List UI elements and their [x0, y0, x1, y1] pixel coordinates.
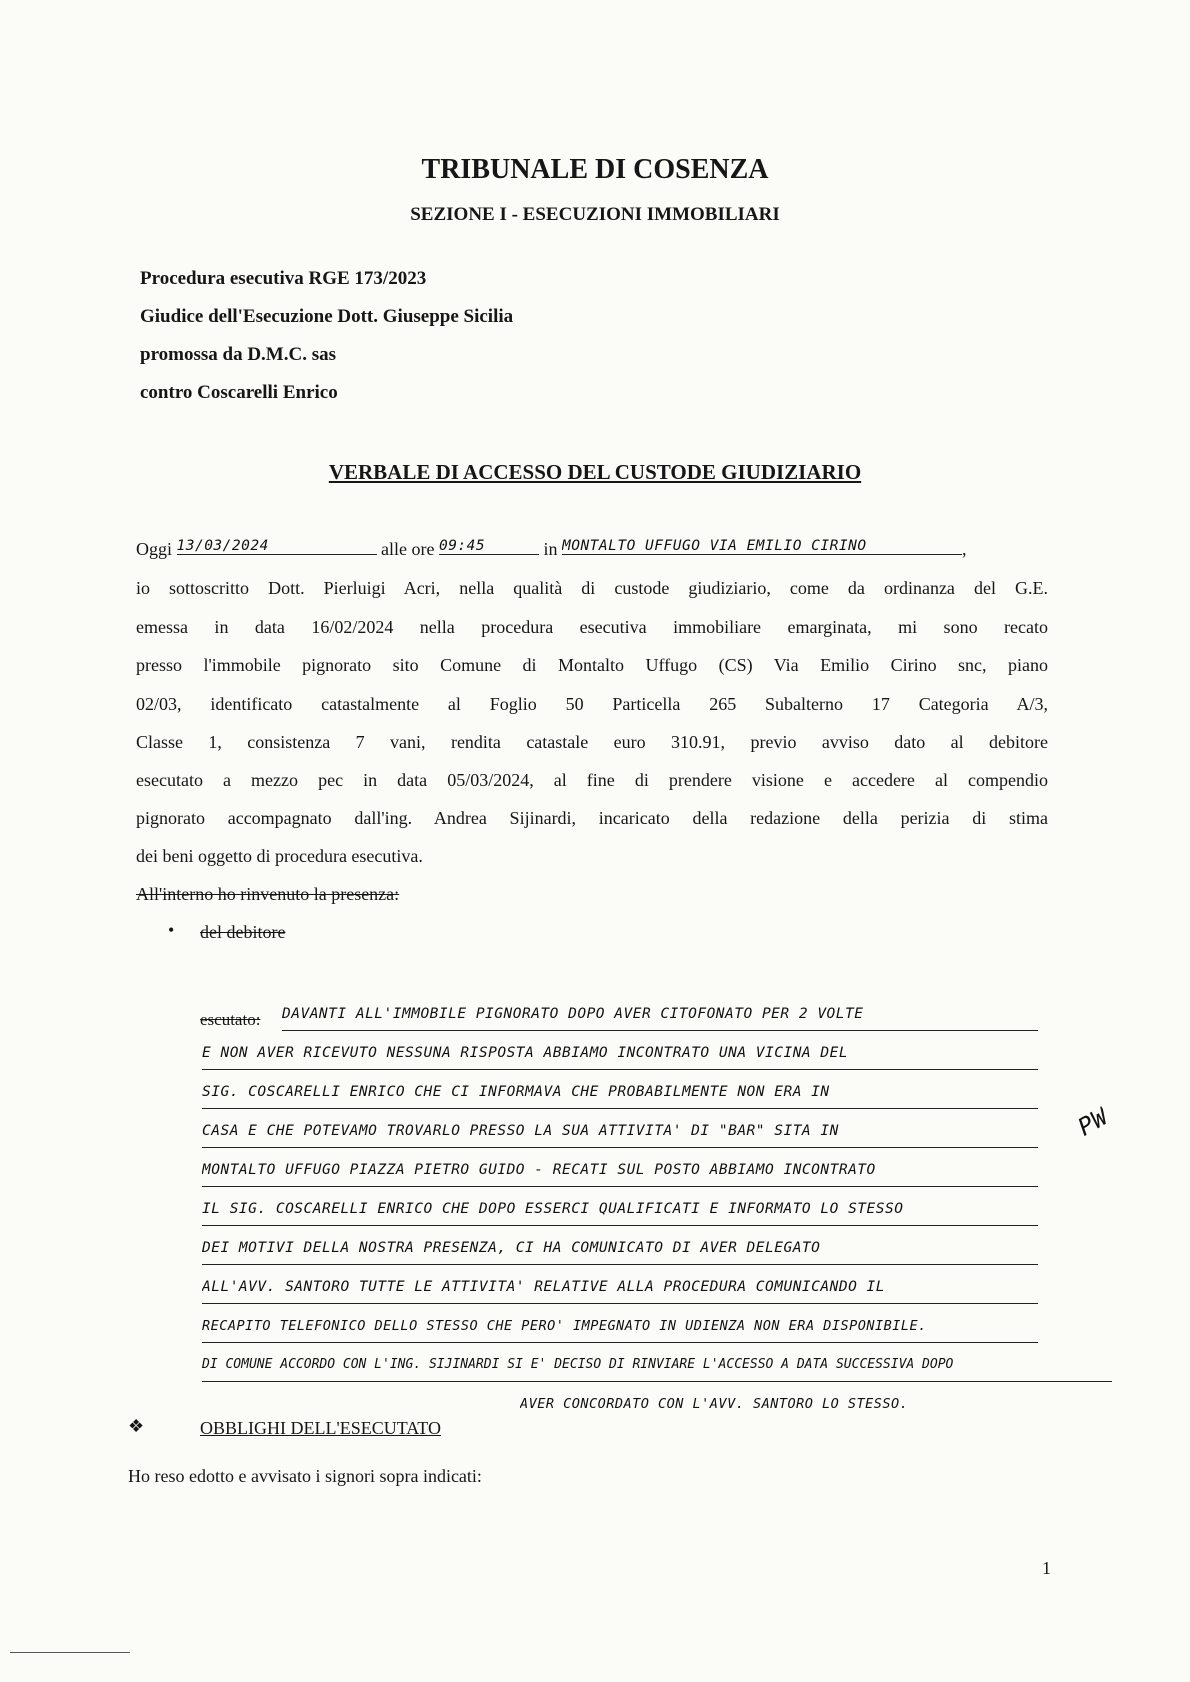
handwritten-line: DEI MOTIVI DELLA NOSTRA PRESENZA, CI HA COMUNICATO DI AVER DELEGATO: [202, 1240, 1038, 1265]
promoter: promossa da D.M.C. sas: [140, 344, 337, 365]
struck-presence-line: All'interno ho rinvenuto la presenza:: [136, 884, 400, 904]
body-line: esecutato a mezzo pec in data 05/03/2024, al fine di prendere visione e accedere al compendio: [136, 770, 1048, 790]
struck-debtor-label: del debitore: [200, 922, 286, 942]
body-line: io sottoscritto Dott. Pierluigi Acri, nella qualità di custode giudiziario, come da ordinanza del G.E.: [136, 578, 1048, 598]
handwritten-line: CASA E CHE POTEVAMO TROVARLO PRESSO LA SUA ATTIVITA' DI "BAR" SITA IN: [202, 1123, 1038, 1148]
handwritten-line: DI COMUNE ACCORDO CON L'ING. SIJINARDI SI E' DECISO DI RINVIARE L'ACCESSO A DATA SUCCESSIVA DOPO: [202, 1357, 1112, 1382]
handwritten-line: MONTALTO UFFUGO PIAZZA PIETRO GUIDO - RECATI SUL POSTO ABBIAMO INCONTRATO: [202, 1162, 1038, 1187]
time-field: 09:45: [439, 538, 539, 555]
handwritten-line: DAVANTI ALL'IMMOBILE PIGNORATO DOPO AVER CITOFONATO PER 2 VOLTE: [282, 1006, 1038, 1031]
body-line: Classe 1, consistenza 7 vani, rendita catastale euro 310.91, previo avviso dato al debitore: [136, 732, 1048, 752]
body-line: pignorato accompagnato dall'ing. Andrea Sijinardi, incaricato della redazione della perizia di stima: [136, 808, 1048, 828]
handwritten-line: RECAPITO TELEFONICO DELLO STESSO CHE PERO' IMPEGNATO IN UDIENZA NON ERA DISPONIBILE.: [202, 1318, 1038, 1343]
place-label: in: [543, 539, 558, 559]
page-number: 1: [1042, 1558, 1051, 1578]
body-line: 02/03, identificato catastalmente al Foglio 50 Particella 265 Subalterno 17 Categoria A/3,: [136, 694, 1048, 714]
intro-line: Oggi 13/03/2024 alle ore 09:45 in MONTALTO UFFUGO VIA EMILIO CIRINO ,: [136, 538, 967, 559]
time-label: alle ore: [381, 539, 435, 559]
obligations-diamond-icon: ❖: [128, 1416, 145, 1436]
date-field: 13/03/2024: [177, 538, 377, 555]
document-title: VERBALE DI ACCESSO DEL CUSTODE GIUDIZIARIO: [328, 460, 862, 484]
bullet-dot: •: [168, 920, 175, 940]
handwritten-line: IL SIG. COSCARELLI ENRICO CHE DOPO ESSERCI QUALIFICATI E INFORMATO LO STESSO: [202, 1201, 1038, 1226]
place-field: MONTALTO UFFUGO VIA EMILIO CIRINO: [562, 538, 962, 555]
handwritten-tail: AVER CONCORDATO CON L'AVV. SANTORO LO STESSO.: [520, 1396, 909, 1412]
margin-initials: PW: [1073, 1102, 1113, 1142]
court-title: TRIBUNALE DI COSENZA: [421, 154, 769, 185]
procedure-number: Procedura esecutiva RGE 173/2023: [140, 268, 427, 289]
scan-mark: [10, 1652, 130, 1653]
struck-escutato-prefix: escutato:: [200, 1010, 261, 1029]
oggi-label: Oggi: [136, 539, 172, 559]
closing-line: Ho reso edotto e avvisato i signori sopra indicati:: [128, 1466, 482, 1486]
body-line: emessa in data 16/02/2024 nella procedura esecutiva immobiliare emarginata, mi sono recato: [136, 617, 1048, 637]
body-last-line: dei beni oggetto di procedura esecutiva.: [136, 846, 423, 866]
debtor: contro Coscarelli Enrico: [140, 382, 338, 403]
handwritten-line: SIG. COSCARELLI ENRICO CHE CI INFORMAVA CHE PROBABILMENTE NON ERA IN: [202, 1084, 1038, 1109]
judge-name: Giudice dell'Esecuzione Dott. Giuseppe Sicilia: [140, 306, 514, 327]
obligations-heading: OBBLIGHI DELL'ESECUTATO: [200, 1418, 441, 1438]
handwritten-line: ALL'AVV. SANTORO TUTTE LE ATTIVITA' RELATIVE ALLA PROCEDURA COMUNICANDO IL: [202, 1279, 1038, 1304]
body-line: presso l'immobile pignorato sito Comune di Montalto Uffugo (CS) Via Emilio Cirino snc, piano: [136, 655, 1048, 675]
section-title: SEZIONE I - ESECUZIONI IMMOBILIARI: [410, 204, 780, 225]
handwritten-line: E NON AVER RICEVUTO NESSUNA RISPOSTA ABBIAMO INCONTRATO UNA VICINA DEL: [202, 1045, 1038, 1070]
